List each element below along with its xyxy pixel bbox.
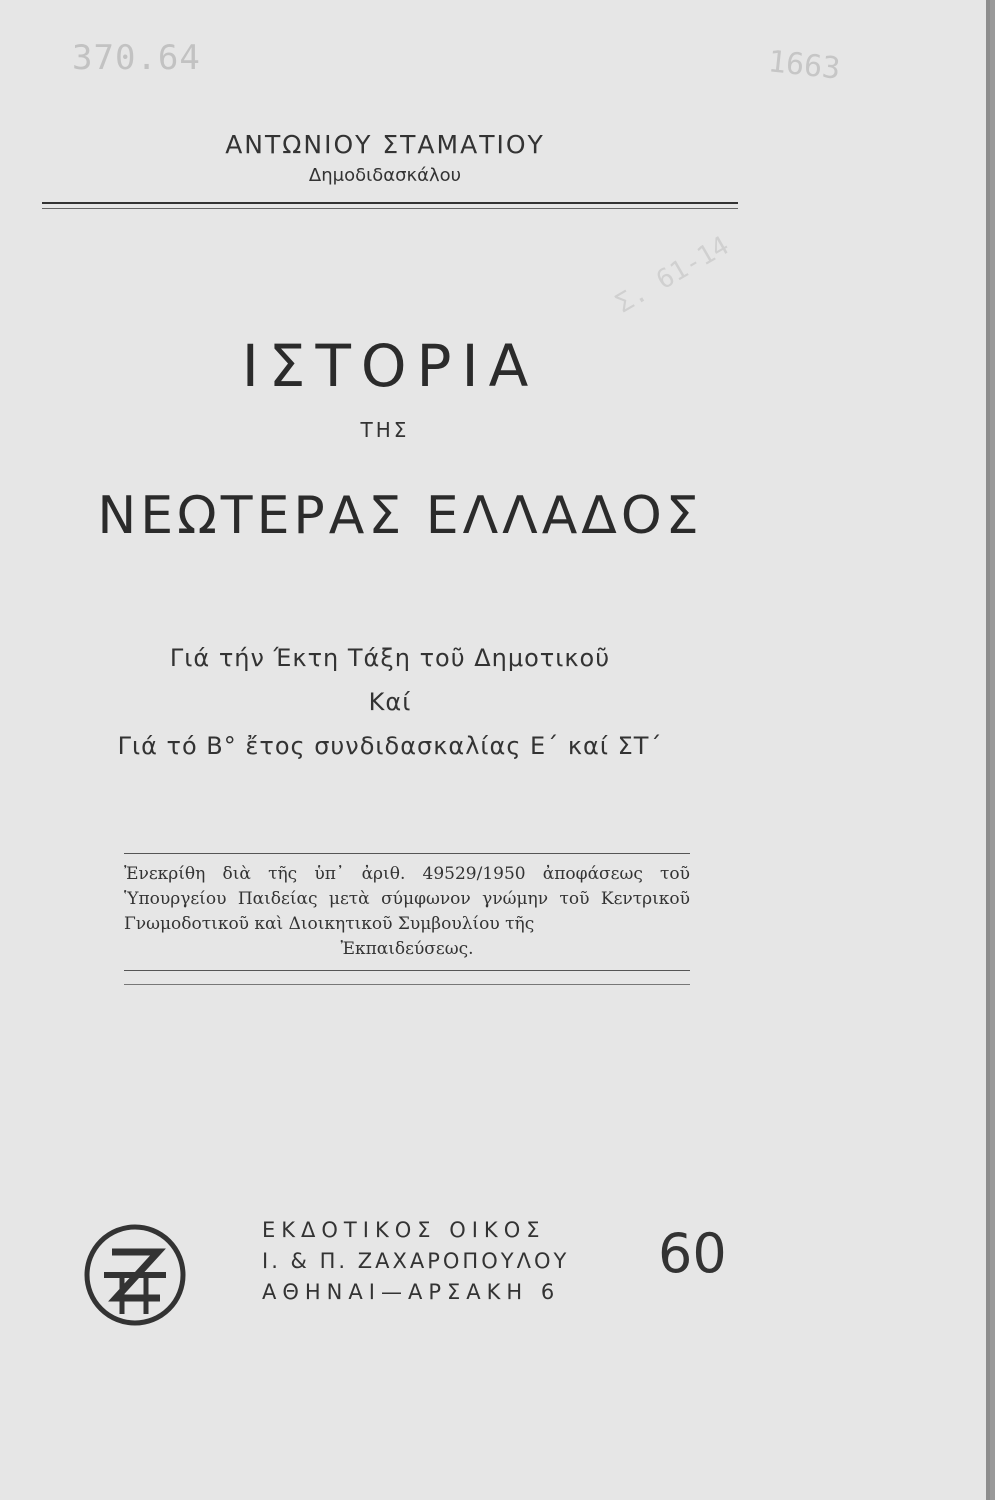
audience-line-3: Γιά τό Β° ἔτος συνδιδασκαλίας Ε΄ καί ΣΤ΄ xyxy=(117,732,663,760)
header-divider xyxy=(42,202,738,204)
pencil-note: Σ. 61-14 xyxy=(610,230,735,320)
author-role: Δημοδιδασκάλου xyxy=(308,165,462,186)
audience-line-1: Γιά τήν Έκτη Τάξη τοῦ Δημοτικοῦ xyxy=(169,644,611,672)
author-name: ΑΝΤΩΝΙΟΥ ΣΤΑΜΑΤΙΟΥ xyxy=(225,130,545,159)
title-subtitle: ΝΕΩΤΕΡΑΣ ΕΛΛΑΔΟΣ xyxy=(97,486,703,546)
zeta-pi-monogram-icon xyxy=(82,1222,188,1328)
approval-text-last: Ἐκπαιδεύσεως. xyxy=(340,939,474,959)
title-article: ΤΗΣ xyxy=(360,418,410,442)
publisher-line-3: ΑΘΗΝΑΙ—ΑΡΣΑΚΗ 6 xyxy=(262,1280,561,1304)
pencil-call-number: 370.64 xyxy=(72,38,201,78)
approval-divider xyxy=(124,984,690,985)
title-main: ΙΣΤΟΡΙΑ xyxy=(241,332,539,400)
approval-text: Ἐνεκρίθη διὰ τῆς ὑπ᾽ ἀριθ. 49529/1950 ἀποφάσεως τοῦ Ὑπουργείου Παιδείας μετὰ σύμφωνον γνώμην τοῦ Κεντρικοῦ Γνωμοδοτικοῦ καὶ Διοικητικοῦ Συμβουλίου τῆς xyxy=(124,864,690,934)
price-number: 60 xyxy=(658,1222,727,1285)
publisher-line-1: ΕΚΔΟΤΙΚΟΣ ΟΙΚΟΣ xyxy=(262,1218,546,1242)
approval-notice xyxy=(124,853,690,971)
publisher-line-2: Ι. & Π. ΖΑΧΑΡΟΠΟΥΛΟΥ xyxy=(262,1249,570,1273)
pencil-inventory-number: 1663 xyxy=(766,44,842,87)
audience-line-2: Καί xyxy=(368,688,412,716)
header-divider-thin xyxy=(42,208,738,209)
publisher-block xyxy=(262,1215,582,1308)
